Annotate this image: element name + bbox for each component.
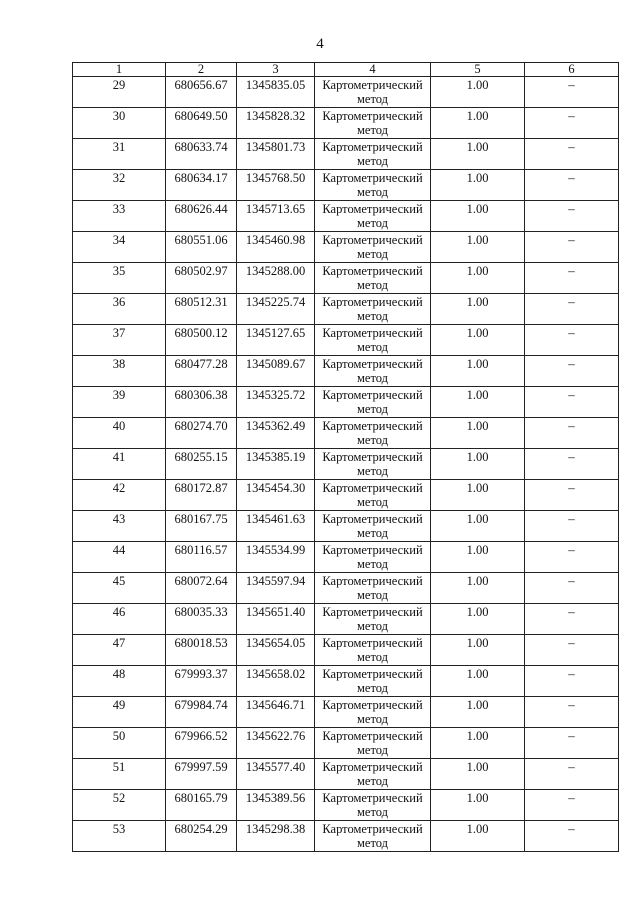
accuracy-cell: 1.00: [431, 573, 525, 604]
point-number-cell: 51: [73, 759, 166, 790]
description-cell: –: [525, 201, 619, 232]
column-header: 1: [73, 63, 166, 77]
table-row: [73, 418, 619, 449]
point-number-cell: 45: [73, 573, 166, 604]
x-coordinate-cell: 680500.12: [166, 325, 237, 356]
x-coordinate-cell: 680626.44: [166, 201, 237, 232]
point-number-cell: 29: [73, 77, 166, 108]
table-row: [73, 697, 619, 728]
x-coordinate-cell: 680172.87: [166, 480, 237, 511]
description-cell: –: [525, 542, 619, 573]
y-coordinate-cell: 1345658.02: [237, 666, 315, 697]
table-row: [73, 356, 619, 387]
y-coordinate-cell: 1345225.74: [237, 294, 315, 325]
column-header: 2: [166, 63, 237, 77]
accuracy-cell: 1.00: [431, 325, 525, 356]
y-coordinate-cell: 1345801.73: [237, 139, 315, 170]
y-coordinate-cell: 1345325.72: [237, 387, 315, 418]
description-cell: –: [525, 511, 619, 542]
column-header: 3: [237, 63, 315, 77]
y-coordinate-cell: 1345362.49: [237, 418, 315, 449]
x-coordinate-cell: 680072.64: [166, 573, 237, 604]
table-row: [73, 635, 619, 666]
description-cell: –: [525, 666, 619, 697]
column-header: 5: [431, 63, 525, 77]
accuracy-cell: 1.00: [431, 139, 525, 170]
table-row: [73, 325, 619, 356]
y-coordinate-cell: 1345651.40: [237, 604, 315, 635]
y-coordinate-cell: 1345713.65: [237, 201, 315, 232]
method-cell: Картометрический метод: [315, 232, 431, 263]
method-cell: Картометрический метод: [315, 542, 431, 573]
x-coordinate-cell: 680255.15: [166, 449, 237, 480]
y-coordinate-cell: 1345828.32: [237, 108, 315, 139]
x-coordinate-cell: 680167.75: [166, 511, 237, 542]
y-coordinate-cell: 1345646.71: [237, 697, 315, 728]
x-coordinate-cell: 679997.59: [166, 759, 237, 790]
coordinates-table: [72, 62, 619, 852]
point-number-cell: 40: [73, 418, 166, 449]
point-number-cell: 53: [73, 821, 166, 852]
point-number-cell: 37: [73, 325, 166, 356]
y-coordinate-cell: 1345288.00: [237, 263, 315, 294]
point-number-cell: 31: [73, 139, 166, 170]
accuracy-cell: 1.00: [431, 697, 525, 728]
accuracy-cell: 1.00: [431, 821, 525, 852]
description-cell: –: [525, 821, 619, 852]
accuracy-cell: 1.00: [431, 480, 525, 511]
point-number-cell: 34: [73, 232, 166, 263]
table-row: [73, 294, 619, 325]
y-coordinate-cell: 1345768.50: [237, 170, 315, 201]
accuracy-cell: 1.00: [431, 356, 525, 387]
method-cell: Картометрический метод: [315, 759, 431, 790]
accuracy-cell: 1.00: [431, 263, 525, 294]
x-coordinate-cell: 680633.74: [166, 139, 237, 170]
method-cell: Картометрический метод: [315, 108, 431, 139]
point-number-cell: 50: [73, 728, 166, 759]
table-row: [73, 201, 619, 232]
point-number-cell: 41: [73, 449, 166, 480]
method-cell: Картометрический метод: [315, 790, 431, 821]
point-number-cell: 47: [73, 635, 166, 666]
table-row: [73, 480, 619, 511]
description-cell: –: [525, 294, 619, 325]
x-coordinate-cell: 680254.29: [166, 821, 237, 852]
method-cell: Картометрический метод: [315, 449, 431, 480]
table-row: [73, 108, 619, 139]
point-number-cell: 49: [73, 697, 166, 728]
x-coordinate-cell: 680502.97: [166, 263, 237, 294]
description-cell: –: [525, 790, 619, 821]
y-coordinate-cell: 1345460.98: [237, 232, 315, 263]
method-cell: Картометрический метод: [315, 480, 431, 511]
accuracy-cell: 1.00: [431, 201, 525, 232]
table-row: [73, 77, 619, 108]
method-cell: Картометрический метод: [315, 77, 431, 108]
accuracy-cell: 1.00: [431, 604, 525, 635]
y-coordinate-cell: 1345389.56: [237, 790, 315, 821]
description-cell: –: [525, 604, 619, 635]
accuracy-cell: 1.00: [431, 294, 525, 325]
method-cell: Картометрический метод: [315, 263, 431, 294]
y-coordinate-cell: 1345454.30: [237, 480, 315, 511]
point-number-cell: 35: [73, 263, 166, 294]
description-cell: –: [525, 387, 619, 418]
x-coordinate-cell: 680512.31: [166, 294, 237, 325]
method-cell: Картометрический метод: [315, 635, 431, 666]
method-cell: Картометрический метод: [315, 821, 431, 852]
table-row: [73, 542, 619, 573]
description-cell: –: [525, 108, 619, 139]
y-coordinate-cell: 1345127.65: [237, 325, 315, 356]
x-coordinate-cell: 679993.37: [166, 666, 237, 697]
accuracy-cell: 1.00: [431, 170, 525, 201]
x-coordinate-cell: 680116.57: [166, 542, 237, 573]
column-header: 4: [315, 63, 431, 77]
y-coordinate-cell: 1345298.38: [237, 821, 315, 852]
table-row: [73, 139, 619, 170]
accuracy-cell: 1.00: [431, 77, 525, 108]
accuracy-cell: 1.00: [431, 511, 525, 542]
description-cell: –: [525, 263, 619, 294]
x-coordinate-cell: 680274.70: [166, 418, 237, 449]
point-number-cell: 48: [73, 666, 166, 697]
x-coordinate-cell: 680634.17: [166, 170, 237, 201]
point-number-cell: 44: [73, 542, 166, 573]
accuracy-cell: 1.00: [431, 232, 525, 263]
accuracy-cell: 1.00: [431, 728, 525, 759]
x-coordinate-cell: 680306.38: [166, 387, 237, 418]
description-cell: –: [525, 449, 619, 480]
method-cell: Картометрический метод: [315, 573, 431, 604]
description-cell: –: [525, 325, 619, 356]
table-row: [73, 604, 619, 635]
description-cell: –: [525, 356, 619, 387]
page-number: 4: [316, 36, 324, 52]
description-cell: –: [525, 232, 619, 263]
table-body: [73, 77, 619, 852]
y-coordinate-cell: 1345577.40: [237, 759, 315, 790]
column-header: 6: [525, 63, 619, 77]
method-cell: Картометрический метод: [315, 511, 431, 542]
method-cell: Картометрический метод: [315, 728, 431, 759]
method-cell: Картометрический метод: [315, 201, 431, 232]
y-coordinate-cell: 1345385.19: [237, 449, 315, 480]
y-coordinate-cell: 1345534.99: [237, 542, 315, 573]
point-number-cell: 39: [73, 387, 166, 418]
table-row: [73, 573, 619, 604]
accuracy-cell: 1.00: [431, 418, 525, 449]
accuracy-cell: 1.00: [431, 542, 525, 573]
point-number-cell: 33: [73, 201, 166, 232]
method-cell: Картометрический метод: [315, 294, 431, 325]
table-row: [73, 263, 619, 294]
point-number-cell: 46: [73, 604, 166, 635]
point-number-cell: 42: [73, 480, 166, 511]
y-coordinate-cell: 1345835.05: [237, 77, 315, 108]
point-number-cell: 36: [73, 294, 166, 325]
accuracy-cell: 1.00: [431, 635, 525, 666]
x-coordinate-cell: 680649.50: [166, 108, 237, 139]
description-cell: –: [525, 728, 619, 759]
x-coordinate-cell: 680035.33: [166, 604, 237, 635]
point-number-cell: 43: [73, 511, 166, 542]
table-row: [73, 821, 619, 852]
x-coordinate-cell: 680551.06: [166, 232, 237, 263]
point-number-cell: 30: [73, 108, 166, 139]
description-cell: –: [525, 480, 619, 511]
table-row: [73, 728, 619, 759]
description-cell: –: [525, 573, 619, 604]
x-coordinate-cell: 680165.79: [166, 790, 237, 821]
table-row: [73, 511, 619, 542]
method-cell: Картометрический метод: [315, 325, 431, 356]
table-header: [73, 63, 619, 77]
description-cell: –: [525, 759, 619, 790]
accuracy-cell: 1.00: [431, 666, 525, 697]
description-cell: –: [525, 77, 619, 108]
accuracy-cell: 1.00: [431, 449, 525, 480]
y-coordinate-cell: 1345089.67: [237, 356, 315, 387]
description-cell: –: [525, 170, 619, 201]
method-cell: Картометрический метод: [315, 604, 431, 635]
point-number-cell: 38: [73, 356, 166, 387]
method-cell: Картометрический метод: [315, 139, 431, 170]
header-row: [73, 63, 619, 77]
table-row: [73, 232, 619, 263]
y-coordinate-cell: 1345597.94: [237, 573, 315, 604]
method-cell: Картометрический метод: [315, 418, 431, 449]
y-coordinate-cell: 1345461.63: [237, 511, 315, 542]
table-row: [73, 170, 619, 201]
x-coordinate-cell: 679984.74: [166, 697, 237, 728]
description-cell: –: [525, 418, 619, 449]
table-row: [73, 387, 619, 418]
accuracy-cell: 1.00: [431, 108, 525, 139]
description-cell: –: [525, 139, 619, 170]
method-cell: Картометрический метод: [315, 356, 431, 387]
method-cell: Картометрический метод: [315, 666, 431, 697]
accuracy-cell: 1.00: [431, 759, 525, 790]
table-row: [73, 666, 619, 697]
y-coordinate-cell: 1345622.76: [237, 728, 315, 759]
accuracy-cell: 1.00: [431, 790, 525, 821]
method-cell: Картометрический метод: [315, 387, 431, 418]
y-coordinate-cell: 1345654.05: [237, 635, 315, 666]
description-cell: –: [525, 697, 619, 728]
point-number-cell: 52: [73, 790, 166, 821]
table-row: [73, 449, 619, 480]
method-cell: Картометрический метод: [315, 697, 431, 728]
x-coordinate-cell: 679966.52: [166, 728, 237, 759]
method-cell: Картометрический метод: [315, 170, 431, 201]
table-row: [73, 790, 619, 821]
x-coordinate-cell: 680018.53: [166, 635, 237, 666]
x-coordinate-cell: 680656.67: [166, 77, 237, 108]
table-row: [73, 759, 619, 790]
x-coordinate-cell: 680477.28: [166, 356, 237, 387]
accuracy-cell: 1.00: [431, 387, 525, 418]
description-cell: –: [525, 635, 619, 666]
point-number-cell: 32: [73, 170, 166, 201]
